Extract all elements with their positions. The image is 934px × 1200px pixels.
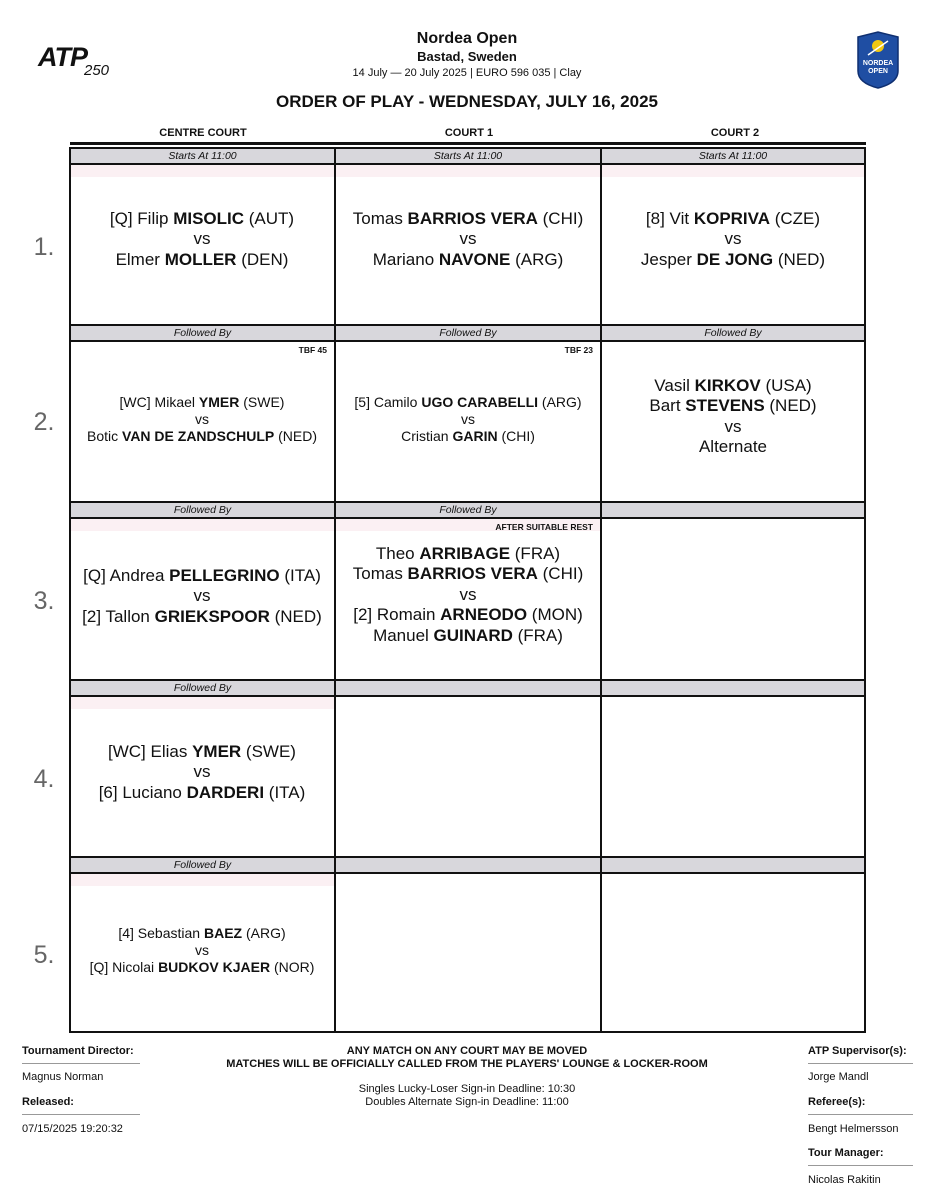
notice-called: MATCHES WILL BE OFFICIALLY CALLED FROM THE PLAYERS' LOUNGE & LOCKER-ROOM [226,1058,708,1070]
followed-by-bar: Followed By [71,679,334,697]
player-line: Jesper DE JONG (NED) [640,249,826,269]
court-header-centre: CENTRE COURT [159,127,247,139]
vs-label: vs [724,416,742,436]
supervisor-name: Jorge Mandl [808,1071,869,1083]
court-header-court2: COURT 2 [710,127,760,139]
vs-label: vs [724,229,742,249]
empty-bar [336,856,600,874]
player-line: [Q] Filip MISOLIC (AUT) [109,209,295,228]
alternate-deadline: Doubles Alternate Sign-in Deadline: 11:00 [365,1096,569,1108]
player-line: Vasil KIRKOV (USA) [654,376,812,395]
row-number: 1. [33,233,55,261]
divider [22,1063,140,1064]
referee-label: Referee(s): [808,1096,866,1108]
vs-label: vs [193,229,211,249]
match-r3-centre [71,566,333,627]
player-line: [WC] Mikael YMER (SWE) [119,394,285,410]
divider [22,1114,140,1115]
empty-bar [602,856,864,874]
player-line: Tomas BARRIOS VERA (CHI) [352,564,584,584]
player-line: [4] Sebastian BAEZ (ARG) [118,925,286,941]
row-number: 5. [33,941,55,969]
empty-bar [602,679,864,697]
vs-label: vs [461,410,475,427]
svg-text:NORDEA: NORDEA [862,60,894,67]
row-strip [71,874,334,886]
player-line: [5] Camilo UGO CARABELLI (ARG) [354,394,582,410]
atp-logo-text: ATP [38,42,87,72]
match-r4-centre [71,742,333,803]
player-line: Cristian GARIN (CHI) [401,427,535,444]
vs-label: vs [459,584,477,604]
vs-label: vs [195,410,209,427]
divider [808,1114,913,1115]
match-r2-court1 [337,394,599,444]
tbf-note: TBF 45 [298,345,327,355]
row-number: 3. [33,587,55,615]
released-timestamp: 07/15/2025 19:20:32 [22,1123,123,1135]
director-label: Tournament Director: [22,1045,134,1057]
player-line: Tomas BARRIOS VERA (CHI) [352,209,584,228]
player-line: Botic VAN DE ZANDSCHULP (NED) [87,427,317,444]
rest-note: AFTER SUITABLE REST [495,522,593,532]
tournament-info: 14 July — 20 July 2025 | EURO 596 035 | Clay [352,67,582,79]
player-line: [Q] Andrea PELLEGRINO (ITA) [83,566,321,585]
director-name: Magnus Norman [22,1071,104,1083]
notice-moved: ANY MATCH ON ANY COURT MAY BE MOVED [346,1045,588,1057]
referee-name: Bengt Helmersson [808,1123,899,1135]
player-line: Manuel GUINARD (FRA) [373,625,563,645]
row-number: 2. [33,408,55,436]
row-strip [336,165,600,177]
row-strip [602,165,864,177]
lucky-loser-deadline: Singles Lucky-Loser Sign-in Deadline: 10:30 [358,1083,576,1095]
row-number: 4. [33,765,55,793]
match-r2-centre [71,394,333,444]
starts-at-bar: Starts At 11:00 [336,147,600,165]
row-strip [71,165,334,177]
vs-label: vs [459,229,477,249]
tournament-location: Bastad, Sweden [417,49,517,64]
court-header-court1: COURT 1 [444,127,494,139]
vs-label: vs [193,586,211,606]
player-line: Alternate [698,437,768,457]
order-of-play-title: ORDER OF PLAY - WEDNESDAY, JULY 16, 2025 [275,92,659,111]
nordea-open-badge [854,31,902,89]
match-r1-court1 [337,209,599,270]
player-line: Bart STEVENS (NED) [649,396,817,416]
player-line: [WC] Elias YMER (SWE) [108,742,296,761]
player-line: [6] Luciano DARDERI (ITA) [98,782,306,802]
tour-manager-name: Nicolas Rakitin [808,1174,881,1186]
player-line: Elmer MOLLER (DEN) [115,249,289,269]
player-line: Theo ARRIBAGE (FRA) [375,544,561,563]
vs-label: vs [193,762,211,782]
header-divider [70,142,866,145]
starts-at-bar: Starts At 11:00 [602,147,864,165]
tbf-note: TBF 23 [564,345,593,355]
followed-by-bar: Followed By [336,324,600,342]
followed-by-bar: Followed By [602,324,864,342]
supervisor-label: ATP Supervisor(s): [808,1045,907,1057]
svg-text:OPEN: OPEN [868,68,888,75]
tour-manager-label: Tour Manager: [808,1147,884,1159]
divider [808,1063,913,1064]
row-strip [71,519,334,531]
row-strip [71,697,334,709]
player-line: [8] Vit KOPRIVA (CZE) [645,209,821,228]
atp-logo-number: 250 [84,62,110,79]
column-divider [334,147,336,1033]
empty-bar [602,501,864,519]
match-r5-centre [71,925,333,975]
match-r1-court2 [602,209,864,270]
match-r1-centre [71,209,333,270]
player-line: [2] Romain ARNEODO (MON) [353,605,583,625]
followed-by-bar: Followed By [336,501,600,519]
column-divider [600,147,602,1033]
followed-by-bar: Followed By [71,324,334,342]
match-r2-court2 [602,376,864,458]
player-line: [2] Tallon GRIEKSPOOR (NED) [82,606,322,626]
player-line: [Q] Nicolai BUDKOV KJAER (NOR) [89,958,315,975]
match-r3-court1 [337,544,599,646]
divider [808,1165,913,1166]
player-line: Mariano NAVONE (ARG) [372,249,564,269]
vs-label: vs [195,941,209,958]
tournament-title: Nordea Open [416,30,518,47]
starts-at-bar: Starts At 11:00 [71,147,334,165]
empty-bar [336,679,600,697]
released-label: Released: [22,1096,74,1108]
followed-by-bar: Followed By [71,501,334,519]
followed-by-bar: Followed By [71,856,334,874]
